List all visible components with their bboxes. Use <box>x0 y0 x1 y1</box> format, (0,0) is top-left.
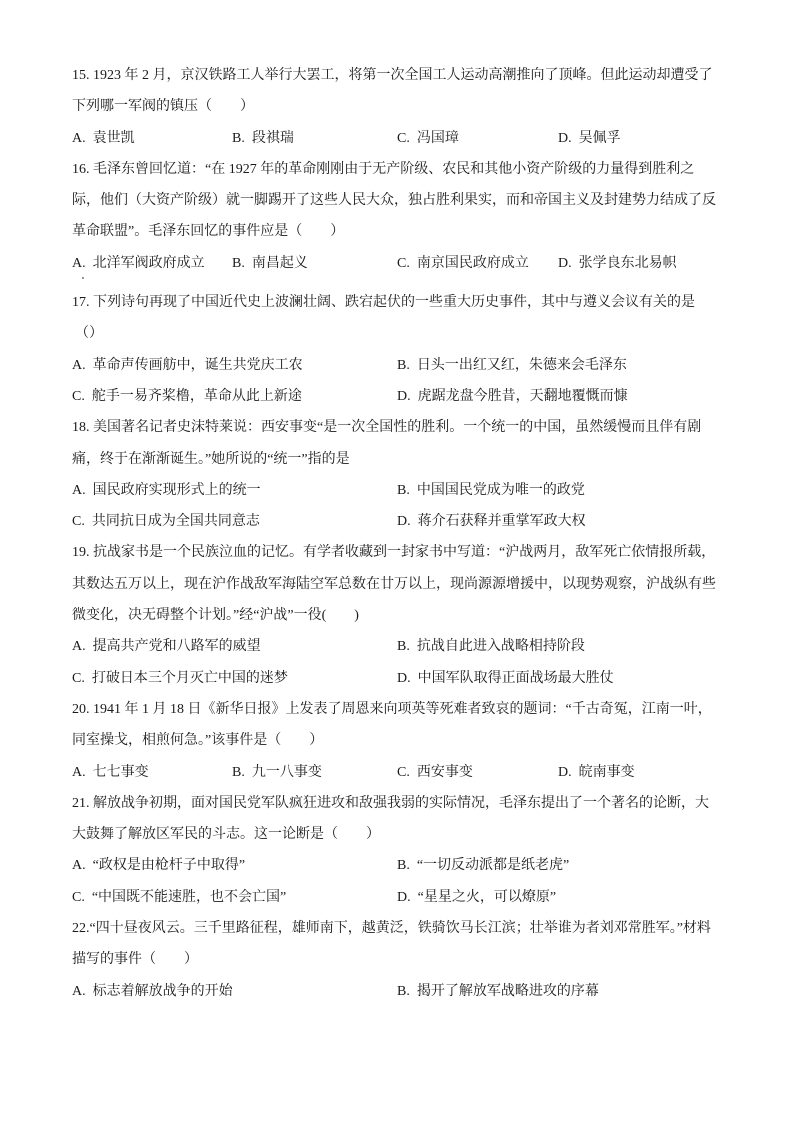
question-20-stem-line-2: 同室操戈，相煎何急。”该事件是（ ） <box>72 733 324 749</box>
question-21-stem-line-2: 大鼓舞了解放区军民的斗志。这一论断是（ ） <box>72 827 380 843</box>
option-text: 共同抗日成为全国共同意志 <box>91 514 260 530</box>
option-text: “政权是由枪杆子中取得” <box>92 858 246 874</box>
option-text: 革命声传画舫中，诞生共党庆工农 <box>92 357 303 373</box>
option-label: D. <box>397 670 411 686</box>
question-22-stem-line-2: 描写的事件（ ） <box>72 952 198 968</box>
question-21-stem-line-1: 21. 解放战争初期，面对国民党军队疯狂进攻和敌强我弱的实际情况，毛泽东提出了一个著名的论断，大 <box>72 795 709 811</box>
option-label: D. <box>558 255 572 271</box>
question-22-option-b <box>397 976 599 1007</box>
question-20-stem-line-1: 20. 1941 年 1 月 18 日《新华日报》上发表了周恩来向项英等死难者致哀的题词：“千古奇冤，江南一叶， <box>72 701 712 717</box>
option-text: 张学良东北易帜 <box>578 255 677 271</box>
option-label: D. <box>397 889 411 905</box>
question-19-options-row-2 <box>72 663 732 694</box>
option-text: 西安事变 <box>416 764 473 780</box>
question-20-option-b <box>232 757 322 788</box>
option-label: A. <box>72 858 86 874</box>
question-17-option-b <box>397 350 627 381</box>
option-label: C. <box>397 130 410 146</box>
question-20 <box>72 694 732 788</box>
option-label: B. <box>232 764 245 780</box>
option-label: D. <box>558 764 572 780</box>
option-label: B. <box>232 130 245 146</box>
option-text: 抗战自此进入战略相持阶段 <box>416 639 585 655</box>
question-17-options-row-2 <box>72 381 732 412</box>
question-15-option-a <box>72 123 135 154</box>
question-17-stem-line-1: 17. 下列诗句再现了中国近代史上波澜壮阔、跌宕起伏的一些重大历史事件，其中与遵义会议有关的是 <box>72 295 695 311</box>
question-19-option-d <box>397 663 614 694</box>
option-text: 皖南事变 <box>578 764 635 780</box>
option-text: 南昌起义 <box>251 255 308 271</box>
option-label: A. <box>72 639 86 655</box>
question-19-stem-line-2: 其数达五万以上，现在沪作战敌军海陆空军总数在廿万以上，现尚源源增援中，以现势观察，沪战纵有些 <box>72 576 716 592</box>
option-text: 日头一出红又红，朱德来会毛泽东 <box>416 357 627 373</box>
option-text: 九一八事变 <box>251 764 322 780</box>
option-label: A. <box>72 983 86 999</box>
question-22-stem-line-1: 22.“四十昼夜风云。三千里路征程，雄师南下，越黄泛，铁骑饮马长江滨；壮举谁为者刘邓常胜军。”材料 <box>72 921 711 937</box>
question-16-option-d <box>558 248 677 279</box>
option-text: 七七事变 <box>92 764 149 780</box>
option-text: 北洋军阀政府成立 <box>92 255 205 271</box>
option-text: 吴佩孚 <box>578 130 621 146</box>
question-18-option-c <box>72 506 260 537</box>
option-label: C. <box>397 255 410 271</box>
question-16-stem-line-2: 际，他们（大资产阶级）就一脚踢开了这些人民大众，独占胜利果实，而和帝国主义及封建势力结成了反 <box>72 193 716 209</box>
question-15 <box>72 60 732 154</box>
question-20-option-c <box>397 757 473 788</box>
option-text: 舵手一易齐桨橹，革命从此上新途 <box>91 388 302 404</box>
question-16-stem-line-1: 16. 毛泽东曾回忆道：“在 1927 年的革命刚刚由于无产阶级、农民和其他小资产阶级的力量得到胜利之 <box>72 161 695 177</box>
option-label: A. <box>72 482 86 498</box>
question-18-option-b <box>397 475 585 506</box>
question-21 <box>72 788 732 913</box>
question-19-option-c <box>72 663 288 694</box>
question-17-option-d <box>397 381 628 412</box>
option-label: D. <box>397 388 411 404</box>
question-18-option-d <box>397 506 586 537</box>
question-16-option-a <box>72 248 205 279</box>
option-text: 国民政府实现形式上的统一 <box>92 482 261 498</box>
question-18-options-row-1 <box>72 475 732 506</box>
question-16-option-c <box>397 248 529 279</box>
question-19 <box>72 537 732 693</box>
option-label: B. <box>232 255 245 271</box>
question-16-stem-line-3: 革命联盟”。毛泽东回忆的事件应是（ ） <box>72 224 345 240</box>
option-text: 标志着解放战争的开始 <box>92 983 233 999</box>
question-15-option-d <box>558 123 621 154</box>
question-15-stem-line-2: 下列哪一军阀的镇压（ ） <box>72 99 254 115</box>
question-15-stem-line-1: 15. 1923 年 2 月，京汉铁路工人举行大罢工，将第一次全国工人运动高潮推向了顶峰。但此运动却遭受了 <box>72 68 713 83</box>
option-label: A. <box>72 357 86 373</box>
question-20-option-a <box>72 757 149 788</box>
question-20-options <box>72 757 732 788</box>
question-21-options-row-1 <box>72 850 732 881</box>
question-21-option-b <box>397 850 569 881</box>
option-label: D. <box>397 514 411 530</box>
option-label: B. <box>397 858 410 874</box>
question-17-stem-line-2: （） <box>75 326 103 342</box>
option-label: C. <box>397 764 410 780</box>
question-17-option-c <box>72 381 302 412</box>
option-text: “星星之火，可以燎原” <box>417 889 557 905</box>
option-label: B. <box>397 639 410 655</box>
question-21-option-d <box>397 882 556 913</box>
option-label: A. <box>72 255 86 271</box>
option-label: B. <box>397 983 410 999</box>
question-18-stem-line-1: 18. 美国著名记者史沫特莱说：西安事变“是一次全国性的胜利。一个统一的中国，虽然缓慢而且伴有剧 <box>72 420 702 436</box>
question-15-option-b <box>232 123 294 154</box>
option-label: B. <box>397 482 410 498</box>
question-19-stem-line-1: 19. 抗战家书是一个民族泣血的记忆。有学者收藏到一封家书中写道：“沪战两月，敌军死亡依情报所载， <box>72 545 716 561</box>
option-text: “一切反动派都是纸老虎” <box>416 858 570 874</box>
question-21-option-c <box>72 882 286 913</box>
question-16-options <box>72 248 732 279</box>
question-17 <box>72 287 732 412</box>
option-label: D. <box>558 130 572 146</box>
question-15-options <box>72 123 732 154</box>
option-text: 蒋介石获释并重掌军政大权 <box>417 514 586 530</box>
question-21-options-row-2 <box>72 882 732 913</box>
option-label: C. <box>72 388 85 404</box>
option-text: 提高共产党和八路军的威望 <box>92 639 261 655</box>
option-label: A. <box>72 130 86 146</box>
question-16 <box>72 154 732 279</box>
stray-mark <box>82 277 84 279</box>
option-text: 虎踞龙盘今胜昔，天翻地覆慨而慷 <box>417 388 628 404</box>
question-20-option-d <box>558 757 635 788</box>
option-text: 南京国民政府成立 <box>416 255 529 271</box>
question-18-options-row-2 <box>72 506 732 537</box>
question-17-option-a <box>72 350 303 381</box>
question-22 <box>72 913 732 1007</box>
option-label: B. <box>397 357 410 373</box>
question-list <box>72 60 732 1007</box>
option-text: “中国既不能速胜，也不会亡国” <box>91 889 287 905</box>
option-text: 打破日本三个月灭亡中国的迷梦 <box>91 670 288 686</box>
option-text: 袁世凯 <box>92 130 135 146</box>
question-19-options-row-1 <box>72 631 732 662</box>
question-16-option-b <box>232 248 308 279</box>
question-21-option-a <box>72 850 245 881</box>
question-15-option-c <box>397 123 459 154</box>
option-text: 冯国璋 <box>416 130 459 146</box>
option-label: A. <box>72 764 86 780</box>
option-text: 揭开了解放军战略进攻的序幕 <box>416 983 599 999</box>
question-17-options-row-1 <box>72 350 732 381</box>
option-text: 中国国民党成为唯一的政党 <box>416 482 585 498</box>
option-text: 段祺瑞 <box>251 130 294 146</box>
option-label: C. <box>72 889 85 905</box>
question-19-option-a <box>72 631 261 662</box>
question-18-option-a <box>72 475 261 506</box>
question-18 <box>72 412 732 537</box>
question-18-stem-line-2: 痛，终于在渐渐诞生。”她所说的“统一”指的是 <box>72 451 350 467</box>
option-label: C. <box>72 670 85 686</box>
question-22-options-row-1 <box>72 976 732 1007</box>
question-19-option-b <box>397 631 585 662</box>
question-22-option-a <box>72 976 233 1007</box>
question-19-stem-line-3: 微变化，决无碍整个计划。”经“沪战”一役( ) <box>72 608 359 624</box>
option-label: C. <box>72 514 85 530</box>
option-text: 中国军队取得正面战场最大胜仗 <box>417 670 614 686</box>
